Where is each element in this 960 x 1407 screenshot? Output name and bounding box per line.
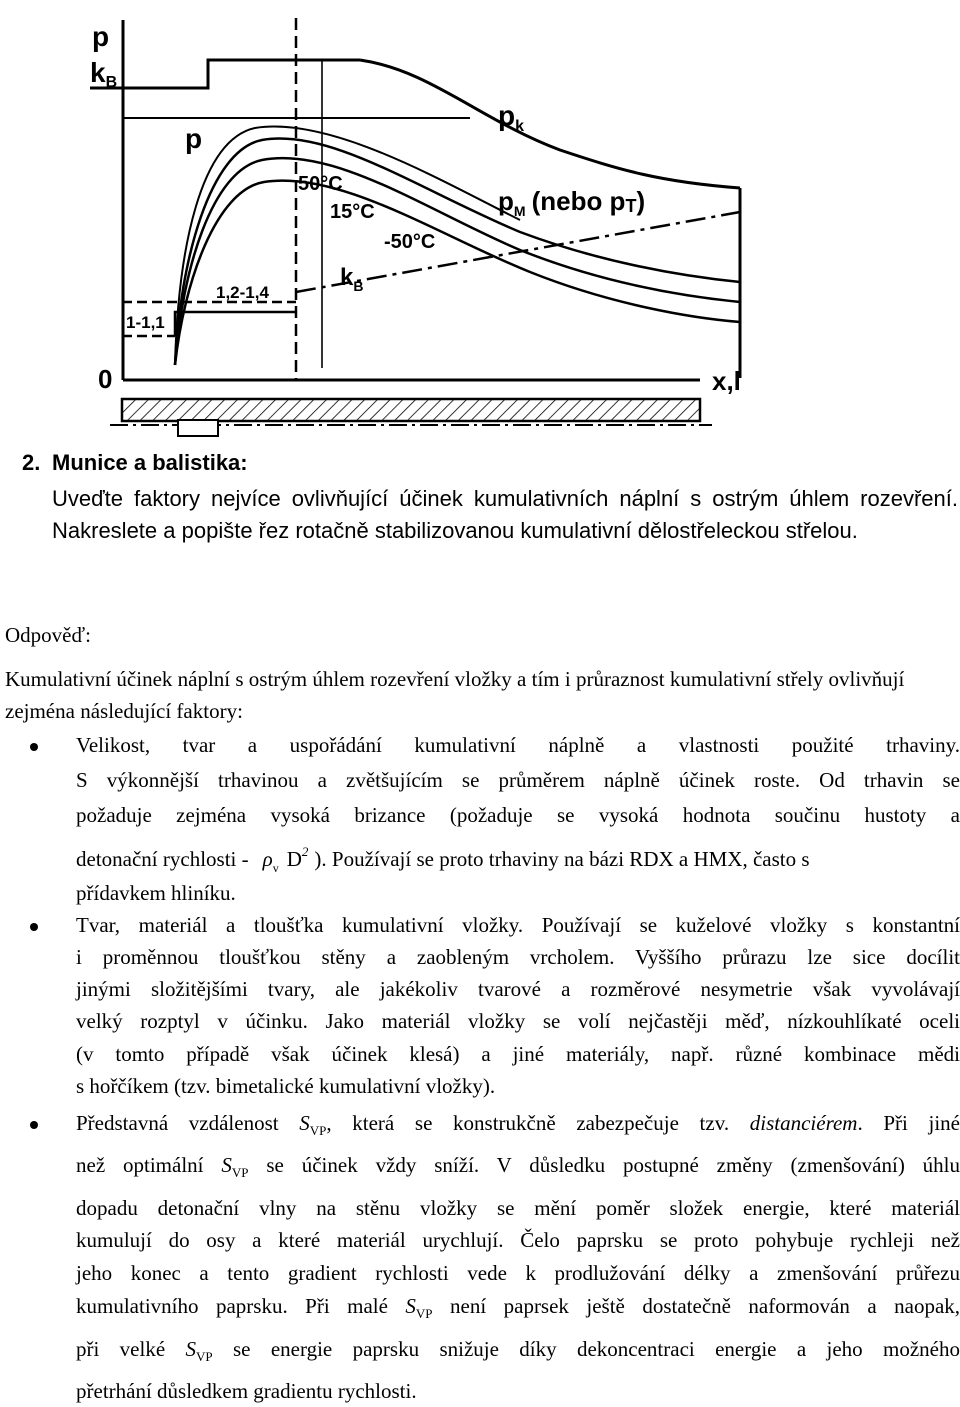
formula-suffix: ). Používají se proto trhaviny na bázi RDX a HMX, často s <box>314 847 810 871</box>
question-text: Uveďte faktory nejvíce ovlivňující účinek kumulativních náplní s ostrým úhlem rozevření. Nakreslete a popište řez rotačně stabilizovanou kumulativní dělostřeleckou střelou. <box>52 486 958 543</box>
step-line-solid <box>175 312 296 336</box>
p-axis-label: p <box>92 21 110 52</box>
kb-step-line-top <box>90 60 360 88</box>
projectile-base <box>178 420 218 436</box>
bullet-line: kumulativního paprsku. Při malé $S_{VP}$ není paprsek ještě dostatečně naformován a naopak, <box>76 1294 960 1321</box>
origin-label: 0 <box>98 364 113 394</box>
bullet-line: i proměnnou tloušťkou stěny a zaobleným vrcholem. Vyššího průrazu lze sice docílit <box>76 945 960 969</box>
temp-15c-label: 15°C <box>330 201 375 223</box>
bullet-line-formula <box>76 836 960 884</box>
temp-minus50c-label: -50°C <box>384 231 436 253</box>
bullet-line: kumulují do osy a které materiál urychlují. Čelo paprsku se proto pohybuje rychleji než <box>76 1228 960 1252</box>
bullet-line: jeho konec a tento gradient rychlosti vede k prodlužování délky a zmenšování průřezu <box>76 1261 960 1285</box>
question-heading <box>22 450 248 476</box>
standoff-symbol: $S_{VP}$ <box>185 1337 213 1364</box>
bullet-line: jinými složitějšími tvary, ale jakékoliv tvarové a rozměrové nesymetrie však vyvolávají <box>76 977 960 1001</box>
bullet-line: dopadu detonační vlny na stěnu vložky se mění poměr složek energie, které materiál <box>76 1196 960 1220</box>
answer-label: Odpověď: <box>5 623 91 647</box>
bullet-line: přetrhání důsledkem gradientu rychlosti. <box>76 1379 417 1403</box>
bullet-line: Velikost, tvar a uspořádání kumulativní náplně a vlastnosti použité trhaviny. <box>76 733 960 757</box>
temp-50c-label: 50°C <box>298 173 343 195</box>
pressure-curve-minus50c <box>175 181 740 365</box>
formula-prefix: detonační rychlosti - <box>76 847 249 871</box>
bullet-line: s hořčíkem (tzv. bimetalické kumulativní vložky). <box>76 1074 496 1098</box>
bullet-line: Představná vzdálenost $S_{VP}$, která se konstrukčně zabezpečuje tzv. distanciérem. Při jiné <box>76 1111 960 1138</box>
bullet-dot <box>30 743 38 751</box>
kb-axis-label: kB <box>90 57 118 91</box>
kb-curve-label: $k_B$ <box>340 264 364 294</box>
answer-intro: Kumulativní účinek náplní s ostrým úhlem rozevření vložky a tím i průraznost kumulativní střely ovlivňují zejména následující faktory: <box>5 667 905 723</box>
bullet-line: při velké $S_{VP}$ se energie paprsku snižuje díky dekoncentraci energie a jeho možného <box>76 1337 960 1364</box>
standoff-symbol: $S_{VP}$ <box>299 1111 327 1138</box>
question-number: 2. <box>22 450 41 475</box>
question-title: Munice a balistika: <box>52 450 248 475</box>
bullet-line: přídavkem hliníku. <box>76 881 236 905</box>
bullet-line: Tvar, materiál a tloušťka kumulativní vložky. Používají se kuželové vložky s konstantní <box>76 913 960 937</box>
step-label-2: 1-1,1 <box>126 313 165 332</box>
standoff-symbol: $S_{VP}$ <box>405 1294 433 1321</box>
bullet-line: (v tomto případě však účinek klesá) a jiné materiály, např. různé kombinace mědi <box>76 1042 960 1066</box>
projectile-body <box>122 399 700 421</box>
bullet-dot <box>30 923 38 931</box>
pk-label: $p_k$ <box>498 100 525 135</box>
bullet-dot <box>30 1121 38 1129</box>
p-curve-label: p <box>185 123 203 154</box>
density-velocity-formula: $\rho_v$ $D^2$ <box>262 844 309 875</box>
standoff-symbol: $S_{VP}$ <box>221 1153 249 1180</box>
pressure-curve-50c <box>175 138 740 365</box>
bullet-line: velký rozptyl v účinku. Jako materiál vložky se volí nejčastěji měď, nízkouhlíkaté oceli <box>76 1009 960 1033</box>
pm-label: $p_M$ (nebo pT) <box>498 186 646 219</box>
bullet-line: požaduje zejména vysoká brizance (požaduje se vysoká hodnota součinu hustoty a <box>76 803 960 827</box>
x-axis-label: x,l <box>712 366 741 396</box>
bullet-line: S výkonnější trhavinou a zvětšujícím se průměrem náplně účinek roste. Od trhavin se <box>76 768 960 792</box>
pressure-strength-diagram <box>0 0 960 440</box>
bullet-line: než optimální $S_{VP}$ se účinek vždy sníží. V důsledku postupné změny (zmenšování) úhlu <box>76 1153 960 1180</box>
step-label-1: 1,2-1,4 <box>216 283 269 302</box>
